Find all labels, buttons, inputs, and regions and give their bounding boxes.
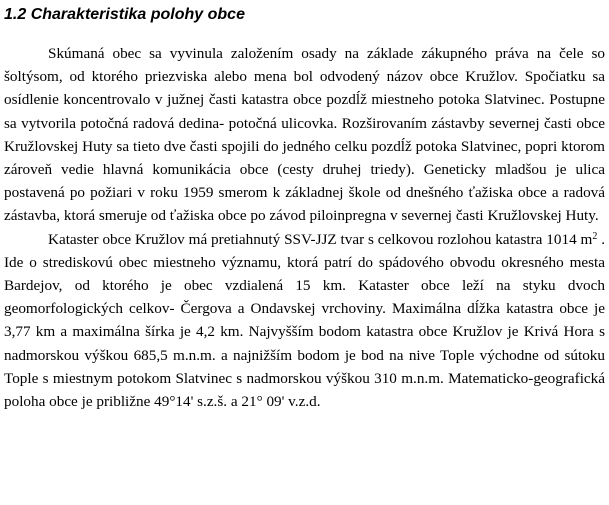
section-title: 1.2 Charakteristika polohy obce [4,6,245,23]
paragraph-cadastre-location [4,228,605,414]
area-unit-superscript: 2 [592,230,598,242]
paragraph-cadastre-text-start: Kataster obce Kružlov má pretiahnutý SSV-JJZ tvar s celkovou rozlohou katastra 1014 m [48,230,593,248]
paragraph-settlement-history: Skúmaná obec sa vyvinula založením osady na základe zákupného práva na čele so šoltýsom, od ktorého priezviska alebo mena bol odvodený názov obce Kružlov. Spočiatku sa osídlenie koncentrovalo v južnej časti katastra obce pozdĺž miestneho potoka Slatvinec. Postupne sa vytvorila potočná radová dedina- potočná ulicovka. Rozširovaním zástavby severnej časti obce Kružlovskej Huty sa tieto dve časti spojili do jedného celku pozdĺž potoka Slatvinec, popri ktorom zároveň vedie hlavná komunikácia obce (cesty druhej triedy). Geneticky mladšou je ulica postavená po požiari v roku 1959 smerom k základnej škole od dnešného ťažiska obce a radová zástavba, ktorá smeruje od ťažiska obce po závod piloinpregna v severnej časti Kružlovskej Huty. [4,45,605,225]
paragraph-cadastre-text-end: . Ide o strediskovú obec miestneho významu, ktorá patrí do spádového obvodu okresného mesta Bardejov, od ktorého je obec vzdialená 15 km. Kataster obce leží na styku dvoch geomorfologických celkov- Čergova a Ondavskej vrchoviny. Maximálna dĺžka katastra obce je 3,77 km a maximálna šírka je 4,2 km. Najvyšším bodom katastra obce Kružlov je Krivá Hora s nadmorskou výškou 685,5 m.n.m. a najnižším bodom je bod na nive Tople východne od sútoku Tople s miestnym potokom Slatvinec s nadmorskou výškou 310 m.n.m. Matematicko-geografická poloha obce je približne 49°14' s.z.š. a 21° 09' v.z.d. [4,230,606,411]
